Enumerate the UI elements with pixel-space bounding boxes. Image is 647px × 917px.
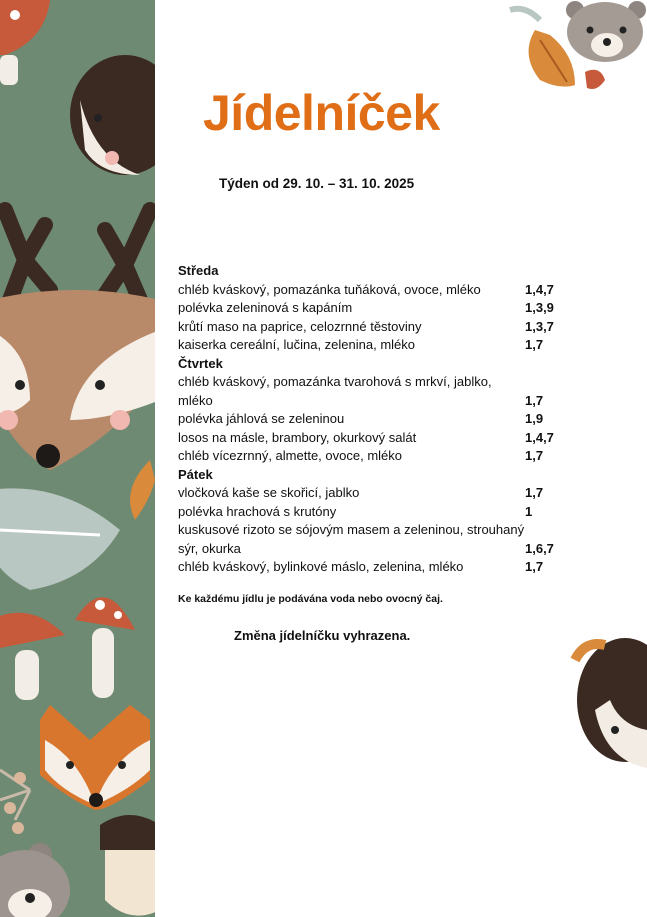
list-item (178, 503, 598, 522)
allergen-codes: 1,7 (525, 392, 544, 408)
meal-text: kaiserka cereální, lučina, zelenina, mléko (178, 337, 416, 352)
meal-text: krůtí maso na paprice, celozrnné těstoviny (178, 318, 422, 334)
menu-list (178, 262, 598, 577)
day-heading: Středa (178, 263, 219, 278)
allergen-codes: 1,3,9 (525, 300, 554, 315)
acorn-icon (100, 815, 155, 916)
page-title: Jídelníček (203, 85, 440, 141)
meal-text: polévka jáhlová se zeleninou (178, 411, 345, 426)
leaf-icon (0, 770, 30, 834)
bear-icon (0, 843, 70, 917)
drink-note: Ke každému jídlu je podávána voda nebo ovocný čaj. (178, 593, 443, 605)
day-heading: Čtvrtek (178, 355, 223, 371)
top-right-decoration (505, 0, 647, 100)
allergen-codes: 1,3,7 (525, 318, 554, 334)
allergen-codes: 1,7 (525, 337, 544, 352)
list-item (178, 299, 598, 318)
bear-icon (566, 1, 646, 62)
leaf-icon (0, 460, 155, 590)
list-item (178, 373, 598, 410)
allergen-codes: 1,7 (525, 559, 544, 574)
meal-text: chléb kváskový, bylinkové máslo, zelenina, mléko (178, 559, 464, 574)
list-item (178, 429, 598, 448)
list-item (178, 558, 598, 577)
meal-text: losos na másle, brambory, okurkový salát (178, 429, 417, 445)
change-note: Změna jídelníčku vyhrazena. (234, 628, 411, 643)
week-range: Týden od 29. 10. – 31. 10. 2025 (219, 176, 415, 191)
bottom-right-decoration (565, 630, 647, 770)
meal-text: chléb kváskový, pomazánka tuňáková, ovoce, mléko (178, 281, 481, 297)
allergen-codes: 1,7 (525, 448, 544, 463)
hedgehog-icon (70, 55, 155, 175)
meal-text: chléb kváskový, pomazánka tvarohová s mrkví, jablko, mléko (178, 374, 492, 408)
meal-text: kuskusové rizoto se sójovým masem a zeleninou, strouhaný sýr, okurka (178, 522, 525, 556)
list-item (178, 410, 598, 429)
list-item (178, 484, 598, 503)
list-item (178, 281, 598, 300)
meal-text: polévka zeleninová s kapáním (178, 300, 353, 315)
mushroom-icon (0, 597, 135, 700)
meal-text: vločková kaše se skořicí, jablko (178, 485, 360, 500)
allergen-codes: 1,4,7 (525, 281, 554, 297)
day-heading: Pátek (178, 466, 213, 482)
hedgehog-icon (575, 638, 647, 768)
meal-text: polévka hrachová s krutóny (178, 503, 337, 519)
list-item (178, 318, 598, 337)
list-item (178, 336, 598, 355)
fox-icon (40, 705, 150, 810)
allergen-codes: 1,7 (525, 485, 544, 500)
list-item (178, 521, 598, 558)
decorative-sidebar (0, 0, 155, 917)
mushroom-icon (0, 0, 50, 85)
deer-icon (0, 210, 155, 470)
allergen-codes: 1,6,7 (525, 540, 554, 556)
list-item (178, 447, 598, 466)
meal-text: chléb vícezrnný, almette, ovoce, mléko (178, 448, 402, 463)
allergen-codes: 1,9 (525, 411, 544, 426)
allergen-codes: 1 (525, 503, 533, 519)
allergen-codes: 1,4,7 (525, 429, 554, 445)
